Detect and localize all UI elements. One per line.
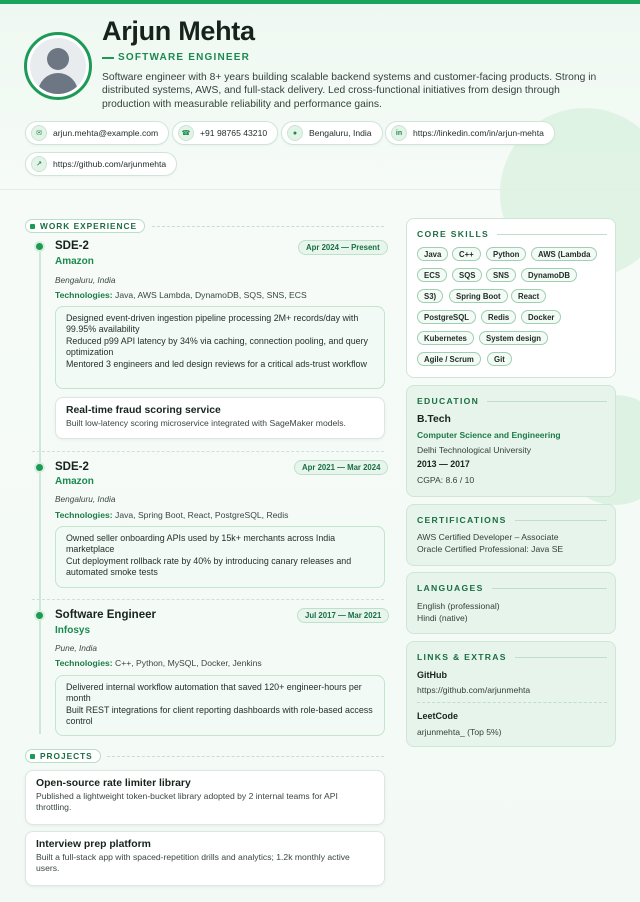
timeline-line [39, 246, 41, 734]
mail-icon: ✉ [31, 125, 47, 141]
skill-tag: C++ [452, 247, 481, 261]
section-heading-education: EDUCATION [417, 396, 607, 406]
job-technologies: Technologies: Java, AWS Lambda, DynamoDB, SQS, SNS, ECS [55, 290, 307, 300]
linkedin-icon: in [391, 125, 407, 141]
leetcode-link[interactable]: arjunmehta_ (Top 5%) [417, 727, 502, 737]
section-rule [107, 756, 384, 757]
skill-tag: PostgreSQL [417, 310, 476, 324]
project-card [25, 831, 385, 886]
candidate-name: Arjun Mehta [102, 16, 255, 46]
section-heading-certifications: CERTIFICATIONS [417, 515, 607, 525]
language-item: English (professional) [417, 601, 500, 611]
job-location: Bengaluru, India [55, 494, 116, 504]
achievement-item: Designed event-driven ingestion pipeline processing 2M+ records/day with 99.95% availability [66, 313, 359, 335]
certification-item: Oracle Certified Professional: Java SE [417, 544, 564, 554]
links-divider [417, 702, 607, 703]
project-title: Open-source rate limiter library [36, 778, 191, 789]
contact-text: https://linkedin.com/in/arjun-mehta [413, 128, 544, 138]
project-title: Interview prep platform [36, 839, 151, 850]
section-heading-skills: CORE SKILLS [417, 229, 607, 239]
education-cgpa: CGPA: 8.6 / 10 [417, 475, 475, 485]
certification-item: AWS Certified Developer – Associate [417, 532, 559, 542]
achievement-item: Reduced p99 API latency by 34% via caching, connection pooling, and query optimization [66, 335, 368, 358]
education-degree: B.Tech [417, 414, 451, 425]
contact-linkedin[interactable] [385, 121, 555, 145]
link-icon: ↗ [31, 156, 47, 172]
timeline-dot [34, 610, 45, 621]
skill-tag: Kubernetes [417, 331, 474, 345]
job-technologies: Technologies: Java, Spring Boot, React, PostgreSQL, Redis [55, 510, 289, 520]
education-school: Delhi Technological University [417, 445, 532, 455]
achievement-item: Cut deployment rollback rate by 40% by introducing canary releases and automated smoke tests [66, 555, 352, 578]
header-divider [0, 189, 640, 190]
github-link[interactable]: https://github.com/arjunmehta [417, 685, 531, 695]
skill-tag: SQS [452, 268, 482, 282]
timeline-dot [34, 241, 45, 252]
contact-email[interactable] [25, 121, 169, 145]
section-heading-projects: PROJECTS [25, 749, 101, 763]
project-description: Built low-latency scoring microservice integrated with SageMaker models. [66, 418, 346, 428]
job-dates: Apr 2024 — Present [298, 240, 388, 255]
skill-tag: Agile / Scrum [417, 352, 481, 366]
skill-tag: Python [486, 247, 526, 261]
timeline-dot [34, 462, 45, 473]
project-title: Real-time fraud scoring service [66, 405, 221, 416]
user-silhouette-icon [30, 38, 86, 94]
section-heading-links: LINKS & EXTRAS [417, 652, 607, 662]
skill-tag: System design [479, 331, 548, 345]
contact-github[interactable] [25, 152, 177, 176]
project-description: Published a lightweight token-bucket library adopted by 2 internal teams for API throttling. [36, 791, 338, 812]
contact-text: Bengaluru, India [309, 128, 372, 138]
skill-tag: Java [417, 247, 448, 261]
link-label: GitHub [417, 670, 447, 680]
job-company: Infosys [55, 625, 91, 636]
skill-tag: React [511, 289, 546, 303]
certifications-card [406, 504, 616, 566]
contact-text: arjun.mehta@example.com [53, 128, 159, 138]
skill-tag: ECS [417, 268, 447, 282]
skill-tag: S3) [417, 289, 443, 303]
job-title: SDE-2 [55, 461, 89, 473]
job-dates: Apr 2021 — Mar 2024 [294, 460, 388, 475]
job-company: Amazon [55, 476, 94, 487]
contact-phone[interactable] [172, 121, 278, 145]
profile-summary: Software engineer with 8+ years building scalable backend systems and customer-facing products. Strong in distributed systems, AWS, and full-stack delivery. Led cross-functional initiatives from design through production with measurable reliability and performance gains. [102, 72, 597, 110]
job-title: Software Engineer [55, 609, 156, 621]
avatar [24, 32, 92, 100]
link-label: LeetCode [417, 711, 459, 721]
section-rule [152, 226, 384, 227]
contact-text: https://github.com/arjunmehta [53, 159, 167, 169]
achievements-box [55, 675, 385, 736]
achievements-box [55, 526, 385, 588]
education-card [406, 385, 616, 497]
achievement-item: Owned seller onboarding APIs used by 15k+ merchants across India marketplace [66, 533, 336, 555]
education-field: Computer Science and Engineering [417, 430, 561, 440]
skills-card [406, 218, 616, 378]
phone-icon: ☎ [178, 125, 194, 141]
contact-text: +91 98765 43210 [200, 128, 268, 138]
job-company: Amazon [55, 256, 94, 267]
role-accent-line [102, 57, 114, 59]
skill-tag: Spring Boot [449, 289, 508, 303]
timeline-separator [32, 599, 384, 600]
links-card [406, 641, 616, 747]
skill-tag: Redis [481, 310, 516, 324]
job-project-card [55, 397, 385, 439]
candidate-role: SOFTWARE ENGINEER [118, 52, 251, 63]
contact-location[interactable] [281, 121, 383, 145]
skill-tag: AWS (Lambda [531, 247, 597, 261]
skill-tag: Git [487, 352, 512, 366]
job-dates: Jul 2017 — Mar 2021 [297, 608, 389, 623]
achievement-item: Mentored 3 engineers and led design reviews for a critical ads-trust workflow [66, 358, 367, 369]
job-location: Bengaluru, India [55, 275, 116, 285]
skill-tag: SNS [486, 268, 516, 282]
achievement-item: Delivered internal workflow automation that saved 120+ engineer-hours per month [66, 682, 362, 704]
top-accent-bar [0, 0, 640, 4]
section-heading-experience: WORK EXPERIENCE [25, 219, 145, 233]
skill-tag: Docker [521, 310, 561, 324]
project-description: Built a full-stack app with spaced-repetition drills and analytics; 1.2k monthly active users. [36, 852, 350, 873]
project-card [25, 770, 385, 825]
language-item: Hindi (native) [417, 613, 468, 623]
achievements-box [55, 306, 385, 389]
timeline-separator [32, 451, 384, 452]
section-heading-languages: LANGUAGES [417, 583, 607, 593]
job-location: Pune, India [55, 643, 97, 653]
education-years: 2013 — 2017 [417, 459, 470, 469]
job-title: SDE-2 [55, 240, 89, 252]
location-icon: ● [287, 125, 303, 141]
job-technologies: Technologies: C++, Python, MySQL, Docker, Jenkins [55, 658, 262, 668]
achievement-item: Built REST integrations for client reporting dashboards with role-based access control [66, 704, 373, 727]
skill-tag: DynamoDB [521, 268, 577, 282]
languages-card [406, 572, 616, 634]
